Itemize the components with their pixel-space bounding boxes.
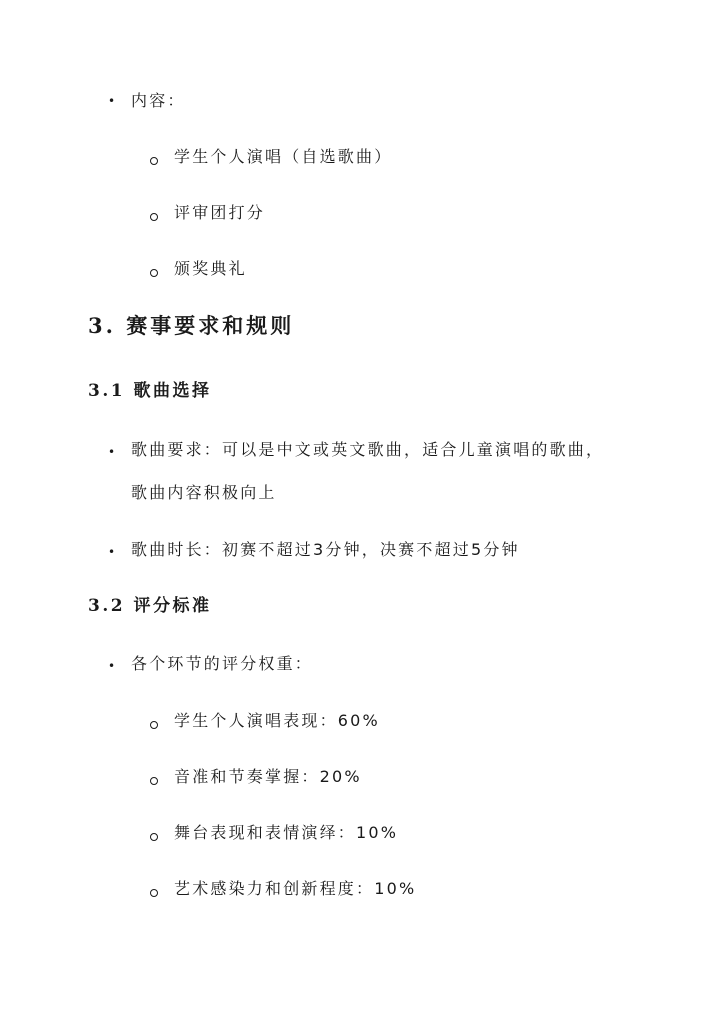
- content-item: 颁奖典礼: [174, 259, 247, 278]
- sub-bullet-circle: [150, 157, 158, 165]
- song-duration: 歌曲时长：初赛不超过3分钟，决赛不超过5分钟: [131, 540, 520, 559]
- sub-bullet-circle: [150, 213, 158, 221]
- content-item: 评审团打分: [174, 203, 266, 222]
- weights-label: 各个环节的评分权重：: [131, 654, 314, 673]
- weight-item: 音准和节奏掌握：20%: [174, 767, 362, 786]
- section-heading: 3. 赛事要求和规则: [88, 313, 295, 338]
- song-requirement-line2: 歌曲内容积极向上: [131, 483, 277, 502]
- bullet-dot: •: [108, 545, 116, 559]
- content-item: 学生个人演唱（自选歌曲）: [174, 147, 393, 166]
- weight-item: 艺术感染力和创新程度：10%: [174, 879, 417, 898]
- subsection-heading: 3.1 歌曲选择: [88, 381, 212, 401]
- bullet-dot: •: [108, 659, 116, 673]
- weight-item: 学生个人演唱表现：60%: [174, 711, 380, 730]
- content-label: 内容：: [131, 91, 186, 110]
- sub-bullet-circle: [150, 777, 158, 785]
- subsection-heading: 3.2 评分标准: [88, 596, 212, 616]
- song-requirement-line1: 歌曲要求：可以是中文或英文歌曲，适合儿童演唱的歌曲，: [131, 440, 605, 459]
- sub-bullet-circle: [150, 269, 158, 277]
- bullet-dot: •: [108, 445, 116, 459]
- bullet-dot: •: [108, 94, 116, 108]
- sub-bullet-circle: [150, 721, 158, 729]
- sub-bullet-circle: [150, 833, 158, 841]
- weight-item: 舞台表现和表情演绎：10%: [174, 823, 399, 842]
- sub-bullet-circle: [150, 889, 158, 897]
